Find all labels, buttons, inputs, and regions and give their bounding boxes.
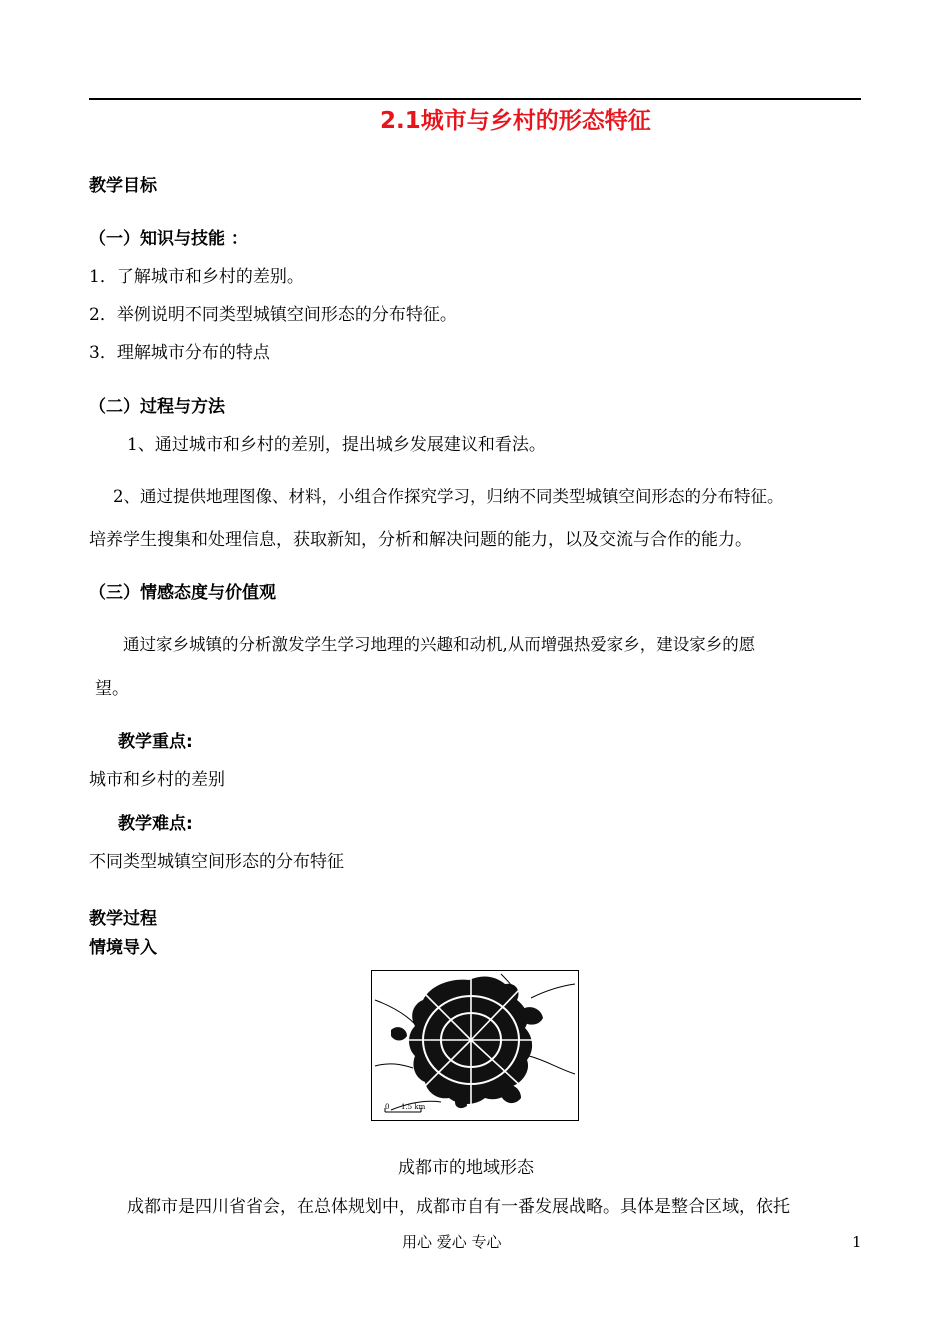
process-item-1: 1、通过城市和乡村的差别，提出城乡发展建议和看法。 <box>127 435 546 455</box>
scale-label: 1.5 km <box>401 1103 426 1111</box>
knowledge-item-3: 3．理解城市分布的特点 <box>89 343 270 363</box>
key-points-heading: 教学重点: <box>118 732 193 752</box>
emotion-line-2: 望。 <box>95 679 129 699</box>
scale-zero: 0 <box>385 1103 390 1111</box>
emotion-line-1: 通过家乡城镇的分析激发学生学习地理的兴趣和动机,从而增强热爱家乡，建设家乡的愿 <box>123 635 756 654</box>
knowledge-item-2: 2．举例说明不同类型城镇空间形态的分布特征。 <box>89 305 457 325</box>
key-points-text: 城市和乡村的差别 <box>89 770 225 790</box>
footer-slogan: 用心 爱心 专心 <box>402 1233 502 1251</box>
knowledge-heading: （一）知识与技能 ： <box>89 229 248 249</box>
emotion-heading: （三）情感态度与价值观 <box>89 583 276 603</box>
figure-caption: 成都市的地域形态 <box>398 1158 534 1178</box>
page-number: 1 <box>852 1233 862 1251</box>
chengdu-city-map <box>371 970 579 1121</box>
document-title: 2.1城市与乡村的形态特征 <box>380 108 651 134</box>
knowledge-item-1: 1．了解城市和乡村的差别。 <box>89 267 304 287</box>
difficult-points-heading: 教学难点: <box>118 814 193 834</box>
process-item-2-line-1: 2、通过提供地理图像、材料，小组合作探究学习，归纳不同类型城镇空间形态的分布特征。 <box>113 487 784 506</box>
teaching-goals-heading: 教学目标 <box>89 176 157 196</box>
difficult-points-text: 不同类型城镇空间形态的分布特征 <box>89 852 344 872</box>
process-item-2-line-2: 培养学生搜集和处理信息，获取新知，分析和解决问题的能力，以及交流与合作的能力。 <box>89 530 752 550</box>
intro-heading: 情境导入 <box>89 938 157 958</box>
body-paragraph: 成都市是四川省省会，在总体规划中，成都市自有一番发展战略。具体是整合区域，依托 <box>127 1197 790 1217</box>
process-heading: （二）过程与方法 <box>89 397 225 417</box>
header-rule <box>89 98 861 100</box>
teaching-process-heading: 教学过程 <box>89 909 157 929</box>
